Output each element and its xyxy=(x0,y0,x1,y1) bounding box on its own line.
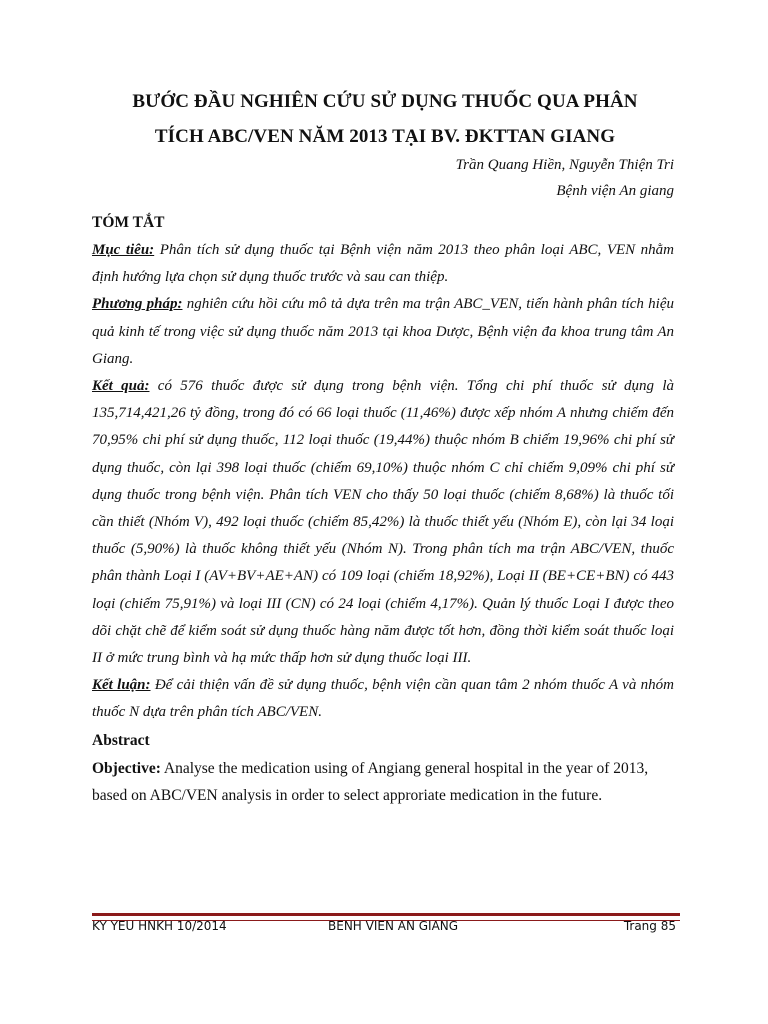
footer-center: BENH VIEN AN GIANG xyxy=(328,919,459,933)
abstract-objective-label: Objective: xyxy=(92,759,161,777)
summary-heading: TÓM TẮT xyxy=(92,214,165,231)
results-label: Kết quả: xyxy=(92,378,150,395)
page-footer xyxy=(92,919,676,939)
abstract-body xyxy=(92,209,674,810)
author-names: Trần Quang Hiền, Nguyễn Thiện Tri xyxy=(455,157,674,173)
method-text: nghiên cứu hồi cứu mô tả dựa trên ma trận ABC_VEN, tiến hành phân tích hiệu quả kinh tế trong việc sử dụng thuốc năm 2013 tại khoa Dược, Bệnh viện đa khoa trung tâm An Giang. xyxy=(92,296,674,367)
title-line-2: TÍCH ABC/VEN NĂM 2013 TẠI BV. ĐKTTAN GIANG xyxy=(154,126,616,147)
paper-title xyxy=(90,84,680,154)
conclusion-text: Để cải thiện vấn đề sử dụng thuốc, bệnh viện cần quan tâm 2 nhóm thuốc A và nhóm thuốc N dựa trên phân tích ABC/VEN. xyxy=(92,677,674,721)
objective-text: Phân tích sử dụng thuốc tại Bệnh viện năm 2013 theo phân loại ABC, VEN nhằm định hướng lựa chọn sử dụng thuốc trước và sau can thiệp. xyxy=(92,242,674,286)
summary-results xyxy=(92,373,674,672)
footer-left: KY YEU HNKH 10/2014 xyxy=(92,919,227,933)
abstract-objective xyxy=(92,755,674,810)
abstract-heading: Abstract xyxy=(92,731,150,749)
summary-conclusion xyxy=(92,672,674,726)
conclusion-label: Kết luận: xyxy=(92,677,151,694)
objective-label: Mục tiêu: xyxy=(92,242,155,258)
author-affiliation: Bệnh viện An giang xyxy=(556,183,674,199)
method-label: Phương pháp: xyxy=(92,296,183,313)
title-line-1: BƯỚC ĐẦU NGHIÊN CỨU SỬ DỤNG THUỐC QUA PHÂN xyxy=(132,91,638,112)
results-text: có 576 thuốc được sử dụng trong bệnh viện. Tổng chi phí thuốc sử dụng là 135,714,421,26 tỷ đồng, trong đó có 66 loại thuốc (11,46%) được xếp nhóm A nhưng chiếm đến 70,95% chi phí sử dụng thuốc, 112 loại thuốc (19,44%) thuộc nhóm B chiếm 19,96% chi phí sử dụng thuốc, còn lại 398 loại thuốc (chiếm 69,10%) thuộc nhóm C chỉ chiếm 9,09% chi phí sử dụng thuốc trong bệnh viện. Phân tích VEN cho thấy 50 loại thuốc (chiếm 8,68%) là thuốc tối cần thiết (Nhóm V), 492 loại thuốc (chiếm 85,42%) là thuốc thiết yếu (Nhóm E), còn lại 34 loại thuốc (5,90%) là thuốc không thiết yếu (Nhóm N). Trong phân tích ma trận ABC/VEN, thuốc phân thành Loại I (AV+BV+AE+AN) có 109 loại (chiếm 18,92%), Loại II (BE+CE+BN) có 443 loại (chiếm 75,91%) và loại III (CN) có 24 loại (chiếm 4,17%). Quản lý thuốc Loại I được theo dõi chặt chẽ để kiểm soát sử dụng thuốc hàng năm được tốt hơn, đồng thời kiểm soát thuốc loại II ở mức trung bình và hạ mức thấp hơn sử dụng thuốc loại III. xyxy=(92,378,675,667)
abstract-objective-text: Analyse the medication using of Angiang general hospital in the year of 2013, based on ABC/VEN analysis in order to select approriate medication in the future. xyxy=(92,759,649,805)
author-block xyxy=(456,152,674,204)
summary-objective xyxy=(92,237,674,291)
footer-page-number: Trang 85 xyxy=(623,919,676,933)
summary-method xyxy=(92,291,674,373)
